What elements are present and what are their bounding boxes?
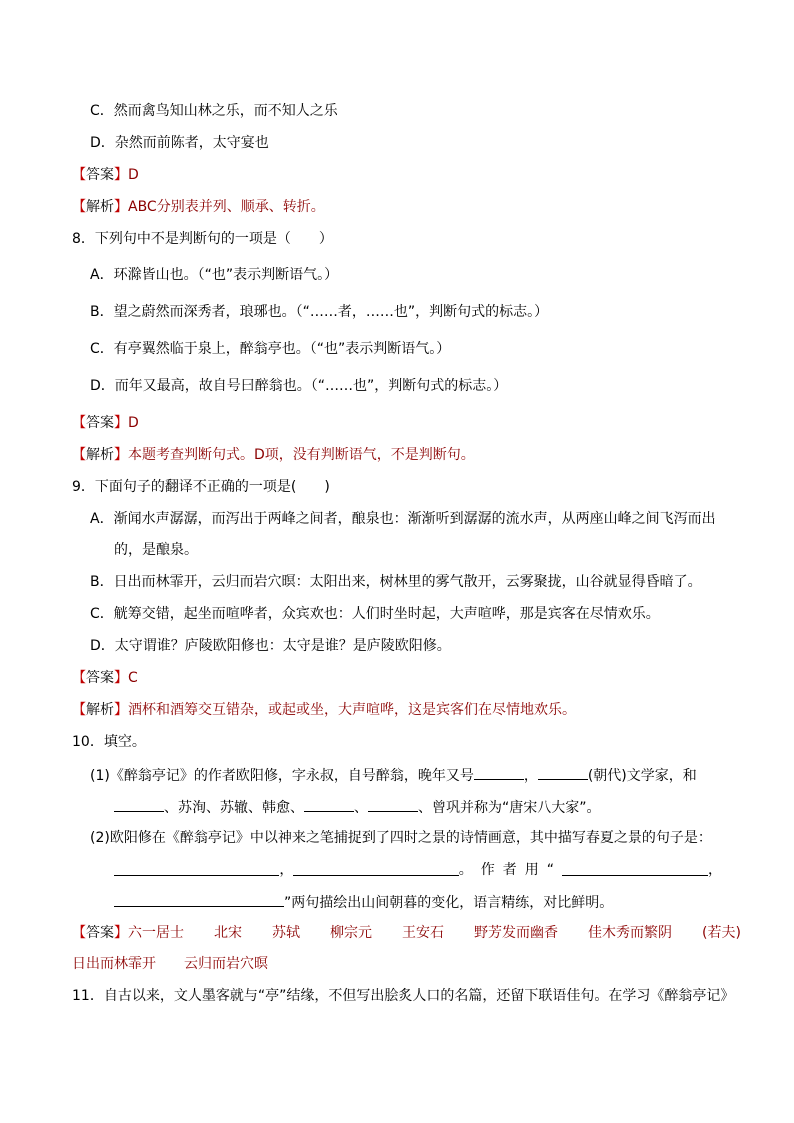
q8-answer	[72, 414, 139, 432]
analysis-text: 本题考查判断句式。D项，没有判断语气，不是判断句。	[128, 447, 475, 463]
bracket-open: 【	[72, 447, 86, 463]
bracket-close: 】	[114, 167, 128, 183]
q11-stem: 11．自古以来，文人墨客就与“亭”结缘，不但写出脍炙人口的名篇，还留下联语佳句。在学习《醉翁亭记》	[72, 988, 735, 1004]
answer-tag: 答案	[86, 925, 114, 941]
q9-option-c: C．觥筹交错，起坐而喧哗者，众宾欢也：人们时坐时起，大声喧哗，那是宾客在尽情欢乐。	[90, 606, 660, 622]
q9-option-d: D．太守谓谁？庐陵欧阳修也：太守是谁？是庐陵欧阳修。	[90, 638, 451, 654]
q7-answer	[72, 166, 139, 184]
separator: ，	[279, 862, 294, 878]
blank	[114, 797, 164, 812]
answer-item: 柳宗元	[330, 925, 372, 941]
blank	[114, 892, 284, 907]
blank	[304, 797, 354, 812]
blank	[368, 797, 418, 812]
bracket-close: 】	[114, 702, 128, 718]
answer-row	[72, 956, 268, 972]
answer-item: 苏轼	[272, 925, 300, 941]
q10-part1-text: ，	[523, 768, 538, 784]
q7-analysis	[72, 198, 325, 216]
answer-value: D	[128, 167, 139, 183]
q10-part1-text: (朝代)文学家，和	[587, 768, 697, 784]
answer-tag: 答案	[86, 415, 114, 431]
analysis-tag: 解析	[86, 702, 114, 718]
q10-part2-line2	[114, 861, 722, 879]
q8-stem: 8．下列句中不是判断句的一项是（ ）	[72, 231, 333, 247]
q8-option-d: D．而年又最高，故自号曰醉翁也。（“……也”，判断句式的标志。）	[90, 378, 508, 394]
answer-item: 北宋	[214, 925, 242, 941]
q7-option-d: D．杂然而前陈者，太守宴也	[90, 135, 269, 151]
blank	[114, 861, 279, 876]
bracket-close: 】	[114, 670, 128, 686]
answer-value: D	[128, 415, 139, 431]
q10-part1-text: 、苏洵、苏辙、韩愈、	[164, 800, 304, 816]
bracket-close: 】	[114, 199, 128, 215]
q10-part1-text: 、曾巩并称为“唐宋八大家”。	[418, 800, 601, 816]
bracket-open: 【	[72, 702, 86, 718]
q10-part2-line3	[114, 892, 613, 912]
blank	[538, 765, 588, 780]
bracket-open: 【	[72, 670, 86, 686]
q8-analysis	[72, 446, 475, 464]
blank	[293, 861, 458, 876]
analysis-text: 酒杯和酒筹交互错杂，或起或坐，大声喧哗，这是宾客们在尽情地欢乐。	[128, 702, 576, 718]
q8-option-a: A．环滁皆山也。（“也”表示判断语气。）	[90, 267, 339, 283]
q10-part2-line1: (2)欧阳修在《醉翁亭记》中以神来之笔捕捉到了四时之景的诗情画意，其中描写春夏之景的句子是：	[90, 830, 712, 846]
answer-item: (若夫)	[702, 925, 741, 941]
q10-part1-text: 、	[354, 800, 368, 816]
q9-option-a-continued: 的，是酿泉。	[114, 542, 198, 558]
q10-part2-text: ”两句描绘出山间朝暮的变化，语言精练，对比鲜明。	[284, 895, 614, 911]
bracket-open: 【	[72, 167, 86, 183]
answer-item: 野芳发而幽香	[474, 925, 558, 941]
q8-option-b: B．望之蔚然而深秀者，琅琊也。（“……者，……也”，判断句式的标志。）	[90, 304, 549, 320]
q8-option-c: C．有亭翼然临于泉上，醉翁亭也。（“也”表示判断语气。）	[90, 341, 451, 357]
q10-part1-line2	[114, 797, 601, 817]
answer-value: C	[128, 670, 138, 686]
q7-option-c: C．然而禽鸟知山林之乐，而不知人之乐	[90, 103, 338, 119]
answer-item: 日出而林霏开	[72, 956, 156, 972]
bracket-close: 】	[114, 925, 128, 941]
bracket-open: 【	[72, 415, 86, 431]
answer-row	[128, 925, 741, 941]
q10-answer-continued	[72, 955, 268, 973]
q9-analysis	[72, 701, 576, 719]
answer-tag: 答案	[86, 167, 114, 183]
answer-item: 云归而岩穴暝	[184, 956, 268, 972]
answer-item: 王安石	[402, 925, 444, 941]
q10-part2-text: 。作者用“	[458, 862, 563, 878]
bracket-close: 】	[114, 447, 128, 463]
q9-option-b: B．日出而林霏开，云归而岩穴暝：太阳出来，树林里的雾气散开，云雾聚拢，山谷就显得昏暗了。	[90, 574, 702, 590]
q10-part1-line1	[90, 765, 697, 785]
bracket-open: 【	[72, 199, 86, 215]
answer-item: 六一居士	[128, 925, 184, 941]
answer-tag: 答案	[86, 670, 114, 686]
q10-stem: 10．填空。	[72, 734, 146, 750]
analysis-tag: 解析	[86, 447, 114, 463]
bracket-open: 【	[72, 925, 86, 941]
analysis-tag: 解析	[86, 199, 114, 215]
q10-answer	[72, 924, 741, 942]
blank	[562, 861, 708, 876]
q10-part1-text: (1)《醉翁亭记》的作者欧阳修，字永叔，自号醉翁，晚年又号	[90, 768, 474, 784]
separator: ，	[707, 862, 722, 878]
q9-option-a: A．渐闻水声潺潺，而泻出于两峰之间者，酿泉也：渐渐听到潺潺的流水声，从两座山峰之间飞泻而出	[90, 511, 716, 527]
q9-stem: 9．下面句子的翻译不正确的一项是( )	[72, 479, 330, 495]
bracket-close: 】	[114, 415, 128, 431]
q9-answer	[72, 669, 138, 687]
answer-item: 佳木秀而繁阴	[588, 925, 672, 941]
analysis-text: ABC分别表并列、顺承、转折。	[128, 199, 325, 215]
blank	[474, 765, 524, 780]
